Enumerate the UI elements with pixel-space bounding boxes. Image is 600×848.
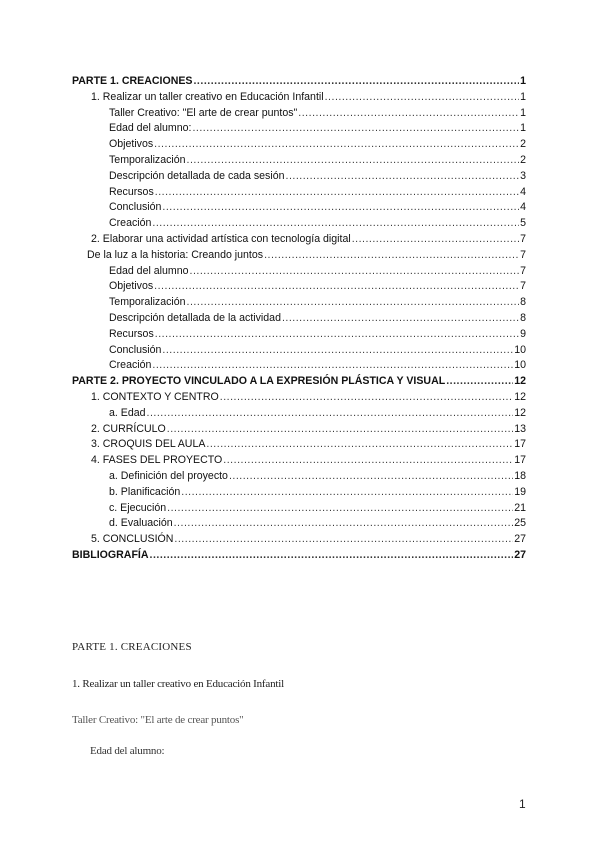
toc-entry[interactable] bbox=[72, 74, 526, 90]
toc-entry-title: Creación bbox=[109, 359, 152, 372]
toc-leader-dots bbox=[193, 74, 519, 90]
toc-entry-page: 7 bbox=[520, 264, 526, 277]
toc-entry[interactable] bbox=[72, 185, 526, 201]
toc-entry-page: 27 bbox=[514, 548, 526, 561]
toc-entry[interactable] bbox=[72, 90, 526, 106]
toc-entry-title: PARTE 1. CREACIONES bbox=[72, 75, 193, 87]
toc-entry-title: Conclusión bbox=[109, 343, 162, 356]
toc-leader-dots bbox=[187, 153, 520, 169]
toc-leader-dots bbox=[229, 469, 513, 485]
toc-entry[interactable] bbox=[72, 532, 526, 548]
toc-leader-dots bbox=[167, 501, 513, 517]
toc-entry-page: 25 bbox=[514, 517, 526, 530]
toc-entry[interactable] bbox=[72, 232, 526, 248]
toc-entry[interactable] bbox=[72, 106, 526, 122]
toc-entry-title: PARTE 2. PROYECTO VINCULADO A LA EXPRESIÓN PLÁSTICA Y VISUAL bbox=[72, 375, 446, 388]
toc-entry-page: 17 bbox=[514, 438, 526, 451]
toc-leader-dots bbox=[187, 295, 520, 311]
toc-entry-title: De la luz a la historia: Creando juntos bbox=[87, 248, 264, 261]
toc-entry[interactable] bbox=[72, 406, 526, 422]
toc-entry-title: 1. CONTEXTO Y CENTRO bbox=[91, 390, 219, 403]
toc-entry-page: 7 bbox=[520, 280, 526, 293]
toc-entry-title: 2. Elaborar una actividad artística con tecnología digital bbox=[91, 232, 351, 245]
toc-entry-title: Edad del alumno: bbox=[109, 122, 192, 135]
toc-entry[interactable] bbox=[72, 169, 526, 185]
toc-entry-page: 3 bbox=[520, 169, 526, 182]
toc-entry-page: 12 bbox=[514, 375, 526, 388]
toc-leader-dots bbox=[162, 343, 513, 359]
toc-entry-title: Temporalización bbox=[109, 296, 186, 309]
toc-leader-dots bbox=[264, 248, 519, 264]
toc-entry-title: 2. CURRÍCULO bbox=[91, 422, 166, 435]
toc-entry[interactable] bbox=[72, 216, 526, 232]
toc-leader-dots bbox=[167, 422, 513, 438]
toc-entry[interactable] bbox=[72, 437, 526, 453]
toc-leader-dots bbox=[192, 121, 519, 137]
toc-entry-title: Descripción detallada de la actividad bbox=[109, 311, 281, 324]
table-of-contents bbox=[72, 74, 526, 564]
toc-entry[interactable] bbox=[72, 453, 526, 469]
toc-entry-page: 8 bbox=[520, 296, 526, 309]
toc-entry[interactable] bbox=[72, 548, 526, 564]
student-age-heading: Edad del alumno: bbox=[90, 745, 165, 757]
toc-entry-page: 1 bbox=[520, 122, 526, 135]
toc-entry-page: 10 bbox=[514, 359, 526, 372]
toc-entry[interactable] bbox=[72, 200, 526, 216]
toc-entry-title: d. Evaluación bbox=[109, 517, 173, 530]
section-heading-parte-1: PARTE 1. CREACIONES bbox=[72, 641, 192, 653]
toc-entry-title: Objetivos bbox=[109, 280, 154, 293]
toc-entry-page: 2 bbox=[520, 153, 526, 166]
toc-entry-page: 17 bbox=[514, 454, 526, 467]
toc-entry[interactable] bbox=[72, 295, 526, 311]
toc-leader-dots bbox=[206, 437, 513, 453]
toc-leader-dots bbox=[150, 548, 514, 564]
toc-leader-dots bbox=[147, 406, 514, 422]
toc-leader-dots bbox=[181, 485, 513, 501]
toc-entry[interactable] bbox=[72, 422, 526, 438]
toc-entry-page: 8 bbox=[520, 311, 526, 324]
toc-entry-page: 18 bbox=[514, 469, 526, 482]
toc-leader-dots bbox=[155, 185, 519, 201]
toc-entry-title: Taller Creativo: "El arte de crear puntos" bbox=[109, 106, 298, 119]
toc-entry[interactable] bbox=[72, 311, 526, 327]
toc-leader-dots bbox=[155, 327, 519, 343]
toc-leader-dots bbox=[325, 90, 519, 106]
toc-entry[interactable] bbox=[72, 327, 526, 343]
toc-leader-dots bbox=[152, 358, 513, 374]
toc-entry-title: 3. CROQUIS DEL AULA bbox=[91, 438, 206, 451]
toc-entry-page: 21 bbox=[514, 501, 526, 514]
toc-entry[interactable] bbox=[72, 343, 526, 359]
toc-entry-title: a. Edad bbox=[109, 406, 146, 419]
workshop-title: Taller Creativo: "El arte de crear puntos" bbox=[72, 714, 244, 726]
toc-leader-dots bbox=[223, 453, 513, 469]
toc-entry[interactable] bbox=[72, 358, 526, 374]
toc-entry[interactable] bbox=[72, 248, 526, 264]
toc-entry-title: Recursos bbox=[109, 327, 154, 340]
toc-leader-dots bbox=[174, 532, 513, 548]
toc-entry-page: 7 bbox=[520, 232, 526, 245]
toc-entry-page: 12 bbox=[514, 390, 526, 403]
toc-entry[interactable] bbox=[72, 121, 526, 137]
toc-entry[interactable] bbox=[72, 501, 526, 517]
toc-entry-title: Conclusión bbox=[109, 201, 162, 214]
toc-entry-title: Creación bbox=[109, 217, 152, 230]
toc-entry-page: 13 bbox=[514, 422, 526, 435]
toc-entry-title: 4. FASES DEL PROYECTO bbox=[91, 454, 223, 467]
toc-entry-page: 19 bbox=[514, 485, 526, 498]
toc-leader-dots bbox=[154, 137, 519, 153]
toc-entry-title: 1. Realizar un taller creativo en Educación Infantil bbox=[91, 90, 324, 103]
toc-entry-page: 1 bbox=[520, 75, 526, 87]
toc-entry[interactable] bbox=[72, 279, 526, 295]
toc-entry-page: 9 bbox=[520, 327, 526, 340]
toc-entry-title: Objetivos bbox=[109, 138, 154, 151]
toc-leader-dots bbox=[298, 106, 519, 122]
toc-entry-page: 1 bbox=[520, 90, 526, 103]
toc-entry-page: 2 bbox=[520, 138, 526, 151]
toc-entry-title: c. Ejecución bbox=[109, 501, 167, 514]
toc-entry-title: b. Planificación bbox=[109, 485, 181, 498]
toc-entry-title: a. Definición del proyecto bbox=[109, 469, 228, 482]
toc-entry[interactable] bbox=[72, 516, 526, 532]
toc-entry[interactable] bbox=[72, 485, 526, 501]
toc-leader-dots bbox=[282, 311, 519, 327]
toc-entry-title: Edad del alumno bbox=[109, 264, 189, 277]
toc-entry-page: 5 bbox=[520, 217, 526, 230]
toc-leader-dots bbox=[286, 169, 520, 185]
toc-entry[interactable] bbox=[72, 374, 526, 390]
toc-entry-page: 7 bbox=[520, 248, 526, 261]
toc-entry-title: 5. CONCLUSIÓN bbox=[91, 533, 174, 546]
toc-leader-dots bbox=[174, 516, 514, 532]
page-number: 1 bbox=[519, 797, 526, 811]
toc-leader-dots bbox=[152, 216, 519, 232]
toc-entry-title: Recursos bbox=[109, 185, 154, 198]
toc-entry-page: 12 bbox=[514, 406, 526, 419]
toc-entry-page: 4 bbox=[520, 185, 526, 198]
subsection-heading-taller: 1. Realizar un taller creativo en Educación Infantil bbox=[72, 678, 284, 690]
toc-entry[interactable] bbox=[72, 469, 526, 485]
toc-leader-dots bbox=[352, 232, 519, 248]
toc-entry[interactable] bbox=[72, 153, 526, 169]
toc-leader-dots bbox=[190, 264, 520, 280]
toc-entry-page: 10 bbox=[514, 343, 526, 356]
toc-entry-page: 27 bbox=[514, 533, 526, 546]
toc-leader-dots bbox=[446, 374, 513, 390]
toc-entry-page: 4 bbox=[520, 201, 526, 214]
toc-entry-page: 1 bbox=[520, 106, 526, 119]
toc-entry-title: BIBLIOGRAFÍA bbox=[72, 548, 149, 561]
toc-entry[interactable] bbox=[72, 390, 526, 406]
toc-leader-dots bbox=[162, 200, 519, 216]
toc-leader-dots bbox=[154, 279, 519, 295]
toc-entry[interactable] bbox=[72, 137, 526, 153]
toc-entry[interactable] bbox=[72, 264, 526, 280]
toc-entry-title: Descripción detallada de cada sesión bbox=[109, 169, 285, 182]
toc-entry-title: Temporalización bbox=[109, 153, 186, 166]
toc-leader-dots bbox=[220, 390, 513, 406]
